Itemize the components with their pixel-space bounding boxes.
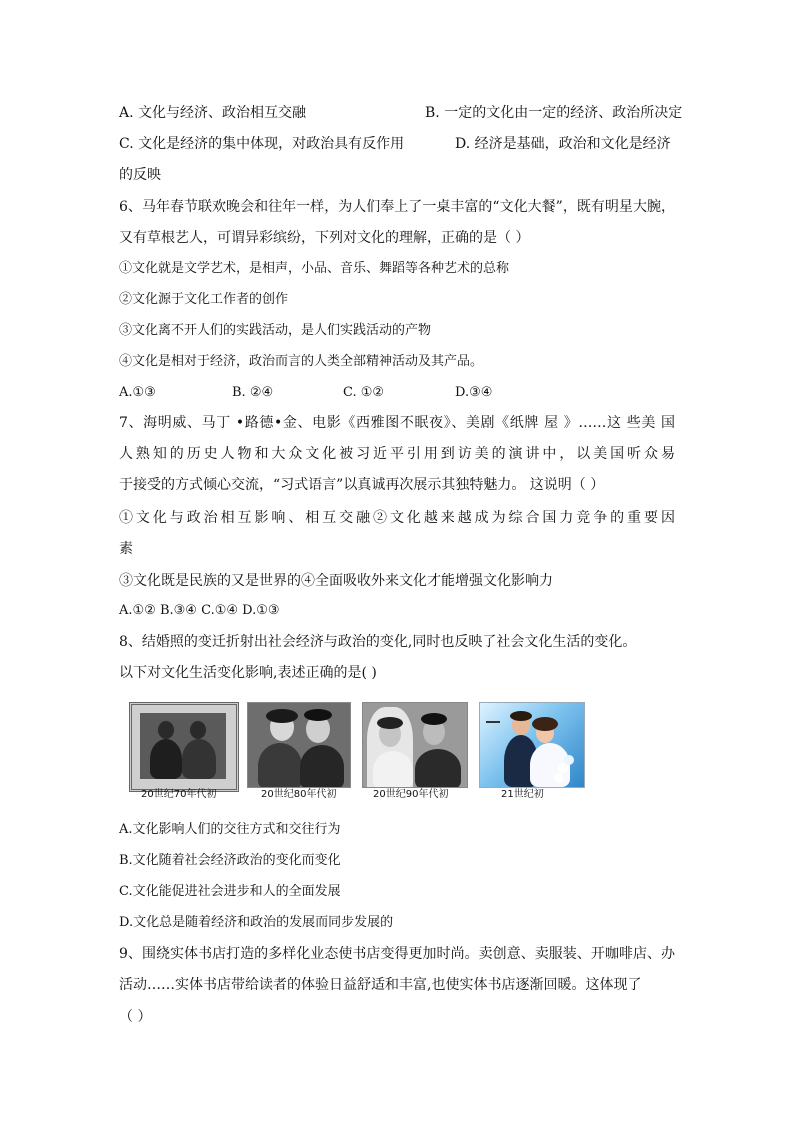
q5-option-d: D. 经济是基础，政治和文化是经济	[455, 136, 671, 152]
q7-item-line2: ③文化既是民族的又是世界的④全面吸收外来文化才能增强文化影响力	[119, 573, 553, 589]
wedding-photo-1980s	[247, 702, 351, 788]
q6-stem-line1: 6、马年春节联欢晚会和往年一样，为人们奉上了一桌丰富的“文化大餐”，既有明星大腕，	[119, 199, 675, 215]
q5-option-d-cont: 的反映	[119, 167, 161, 183]
q6-item-3: ③文化离不开人们的实践活动，是人们实践活动的产物	[119, 323, 432, 338]
q5-option-c: C. 文化是经济的集中体现，对政治具有反作用	[119, 136, 405, 152]
q6-option-c: C. ①②	[343, 385, 385, 400]
q8-stem-line1: 8、结婚照的变迁折射出社会经济与政治的变化,同时也反映了社会文化生活的变化。	[119, 634, 637, 650]
q6-stem-line2: 又有草根艺人，可谓异彩缤纷，下列对文化的理解，正确的是（ ）	[119, 230, 530, 246]
wedding-photo-2000s	[479, 702, 585, 788]
q9-stem-line1: 9、围绕实体书店打造的多样化业态使书店变得更加时尚。卖创意、卖服装、开咖啡店、办	[119, 946, 675, 962]
caption-2000s: 21世纪初	[501, 789, 544, 800]
q7-stem-line1: 7、海明威、马丁 •路德•金、电影《西雅图不眠夜》、美剧《纸牌 屋 》……这 些美 国	[119, 415, 675, 431]
q7-options: A.①② B.③④ C.①④ D.①③	[119, 603, 280, 618]
q9-stem-line3: （ ）	[119, 1009, 152, 1025]
q6-item-2: ②文化源于文化工作者的创作	[119, 292, 289, 307]
q8-option-d: D.文化总是随着经济和政治的发展而同步发展的	[119, 915, 394, 930]
caption-1970s: 20世纪70年代初	[141, 789, 217, 800]
q6-item-1: ①文化就是文学艺术，是相声，小品、音乐、舞蹈等各种艺术的总称	[119, 261, 510, 276]
q6-option-a: A.①③	[119, 385, 156, 400]
q8-option-a: A.文化影响人们的交往方式和交往行为	[119, 822, 341, 837]
q7-item-line1: ①文化与政治相互影响、相互交融②文化越来越成为综合国力竞争的重要因	[119, 510, 675, 526]
q7-item-line1-cont: 素	[119, 541, 133, 557]
q6-item-4: ④文化是相对于经济，政治而言的人类全部精神活动及其产品。	[119, 354, 484, 369]
caption-1980s: 20世纪80年代初	[261, 789, 337, 800]
q8-stem-line2: 以下对文化生活变化影响,表述正确的是( )	[119, 665, 377, 681]
q5-option-a: A. 文化与经济、政治相互交融	[119, 105, 307, 121]
q6-option-b: B. ②④	[232, 385, 274, 400]
q6-option-d: D.③④	[455, 385, 493, 400]
q8-option-b: B.文化随着社会经济政治的变化而变化	[119, 853, 341, 868]
q7-stem-line2: 人熟知的历史人物和大众文化被习近平引用到访美的演讲中，以美国听众易	[119, 446, 675, 462]
q8-option-c: C.文化能促进社会进步和人的全面发展	[119, 884, 341, 899]
q5-option-b: B. 一定的文化由一定的经济、政治所决定	[425, 105, 683, 121]
wedding-photo-1970s	[129, 702, 239, 792]
caption-1990s: 20世纪90年代初	[373, 789, 449, 800]
q7-stem-line3: 于接受的方式倾心交流，“习式语言”以真诚再次展示其独特魅力。 这说明（ ）	[119, 477, 605, 493]
q9-stem-line2: 活动……实体书店带给读者的体验日益舒适和丰富,也使实体书店逐渐回暖。这体现了	[119, 977, 642, 993]
wedding-photo-1990s	[362, 702, 468, 788]
